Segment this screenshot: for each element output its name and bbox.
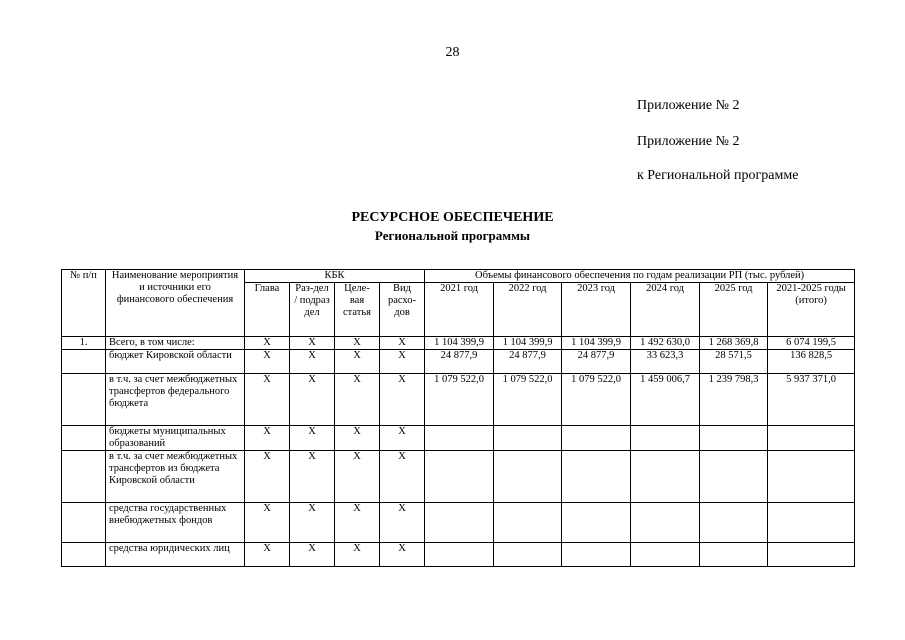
kbk-cell: Х (380, 350, 425, 374)
kbk-cell: Х (245, 503, 290, 543)
value-cell (494, 543, 562, 567)
value-cell: 1 104 399,9 (562, 337, 631, 350)
row-num (62, 350, 106, 374)
kbk-cell: Х (380, 337, 425, 350)
table-row-extrabudgetary-funds (62, 503, 855, 543)
kbk-cell: Х (380, 503, 425, 543)
value-cell (425, 543, 494, 567)
header-year-total: 2021-2025 годы (итого) (768, 283, 855, 337)
header-year-2023: 2023 год (562, 283, 631, 337)
kbk-cell: Х (335, 374, 380, 426)
kbk-cell: Х (335, 451, 380, 503)
value-cell (425, 451, 494, 503)
appendix-line-2: Приложение № 2 (637, 134, 740, 149)
row-name: средства государственных внебюджетных фондов (106, 503, 245, 543)
kbk-cell: Х (290, 451, 335, 503)
value-cell (425, 426, 494, 451)
value-cell: 24 877,9 (494, 350, 562, 374)
value-cell (700, 543, 768, 567)
value-cell (768, 426, 855, 451)
kbk-cell: Х (245, 350, 290, 374)
value-cell (631, 426, 700, 451)
value-cell: 1 079 522,0 (494, 374, 562, 426)
value-cell (700, 451, 768, 503)
row-name: средства юридических лиц (106, 543, 245, 567)
document-subtitle: Региональной программы (374, 228, 531, 243)
value-cell: 33 623,3 (631, 350, 700, 374)
value-cell (494, 426, 562, 451)
value-cell (631, 503, 700, 543)
kbk-cell: Х (380, 451, 425, 503)
table-row-total (62, 337, 855, 350)
appendix-line-1: Приложение № 2 (637, 98, 740, 113)
header-kbk-vid: Вид расхо-дов (380, 283, 425, 337)
row-num (62, 503, 106, 543)
kbk-cell: Х (335, 350, 380, 374)
value-cell: 5 937 371,0 (768, 374, 855, 426)
value-cell: 136 828,5 (768, 350, 855, 374)
value-cell: 1 459 006,7 (631, 374, 700, 426)
kbk-cell: Х (380, 374, 425, 426)
kbk-cell: Х (290, 337, 335, 350)
value-cell: 6 074 199,5 (768, 337, 855, 350)
table-row-municipal-budgets (62, 426, 855, 451)
row-name: Всего, в том числе: (106, 337, 245, 350)
row-num (62, 374, 106, 426)
header-year-2024: 2024 год (631, 283, 700, 337)
header-kbk-glava: Глава (245, 283, 290, 337)
kbk-cell: Х (290, 503, 335, 543)
value-cell: 28 571,5 (700, 350, 768, 374)
value-cell (494, 503, 562, 543)
row-num (62, 426, 106, 451)
table-row-regional-transfers (62, 451, 855, 503)
value-cell (562, 503, 631, 543)
value-cell: 1 239 798,3 (700, 374, 768, 426)
value-cell (631, 451, 700, 503)
kbk-cell: Х (245, 451, 290, 503)
kbk-cell: Х (380, 426, 425, 451)
row-num: 1. (62, 337, 106, 350)
value-cell: 1 079 522,0 (425, 374, 494, 426)
kbk-cell: Х (290, 543, 335, 567)
value-cell (562, 451, 631, 503)
header-name: Наименование мероприятия и источники его финансового обеспечения (106, 270, 245, 337)
value-cell (700, 503, 768, 543)
value-cell (562, 543, 631, 567)
value-cell (562, 426, 631, 451)
kbk-cell: Х (335, 543, 380, 567)
value-cell: 1 268 369,8 (700, 337, 768, 350)
row-name: в т.ч. за счет межбюджетных трансфертов из бюджета Кировской области (106, 451, 245, 503)
kbk-cell: Х (335, 337, 380, 350)
resource-table (61, 269, 855, 567)
kbk-cell: Х (335, 503, 380, 543)
row-name: в т.ч. за счет межбюджетных трансфертов федерального бюджета (106, 374, 245, 426)
page-number: 28 (445, 45, 460, 60)
header-year-2025: 2025 год (700, 283, 768, 337)
header-kbk: КБК (245, 270, 425, 283)
value-cell (768, 451, 855, 503)
table-row-legal-entities (62, 543, 855, 567)
value-cell: 24 877,9 (425, 350, 494, 374)
header-kbk-statya: Целе-вая статья (335, 283, 380, 337)
kbk-cell: Х (245, 426, 290, 451)
row-name: бюджеты муниципальных образований (106, 426, 245, 451)
value-cell: 1 104 399,9 (494, 337, 562, 350)
value-cell (494, 451, 562, 503)
header-num: № п/п (62, 270, 106, 337)
kbk-cell: Х (290, 350, 335, 374)
kbk-cell: Х (245, 374, 290, 426)
value-cell: 24 877,9 (562, 350, 631, 374)
value-cell: 1 492 630,0 (631, 337, 700, 350)
header-kbk-razdel: Раз-дел / подраз дел (290, 283, 335, 337)
kbk-cell: Х (290, 374, 335, 426)
row-name: бюджет Кировской области (106, 350, 245, 374)
header-volumes: Объемы финансового обеспечения по годам реализации РП (тыс. рублей) (425, 270, 855, 283)
kbk-cell: Х (380, 543, 425, 567)
value-cell (425, 503, 494, 543)
value-cell (700, 426, 768, 451)
value-cell: 1 104 399,9 (425, 337, 494, 350)
kbk-cell: Х (245, 337, 290, 350)
value-cell (768, 503, 855, 543)
row-num (62, 451, 106, 503)
header-year-2022: 2022 год (494, 283, 562, 337)
value-cell (768, 543, 855, 567)
table-row-regional-budget (62, 350, 855, 374)
table-row-federal-transfers (62, 374, 855, 426)
appendix-line-3: к Региональной программе (637, 168, 799, 183)
kbk-cell: Х (290, 426, 335, 451)
kbk-cell: Х (245, 543, 290, 567)
value-cell (631, 543, 700, 567)
row-num (62, 543, 106, 567)
kbk-cell: Х (335, 426, 380, 451)
header-year-2021: 2021 год (425, 283, 494, 337)
table-header-row-1 (62, 270, 855, 283)
document-title: РЕСУРСНОЕ ОБЕСПЕЧЕНИЕ (351, 210, 554, 225)
value-cell: 1 079 522,0 (562, 374, 631, 426)
